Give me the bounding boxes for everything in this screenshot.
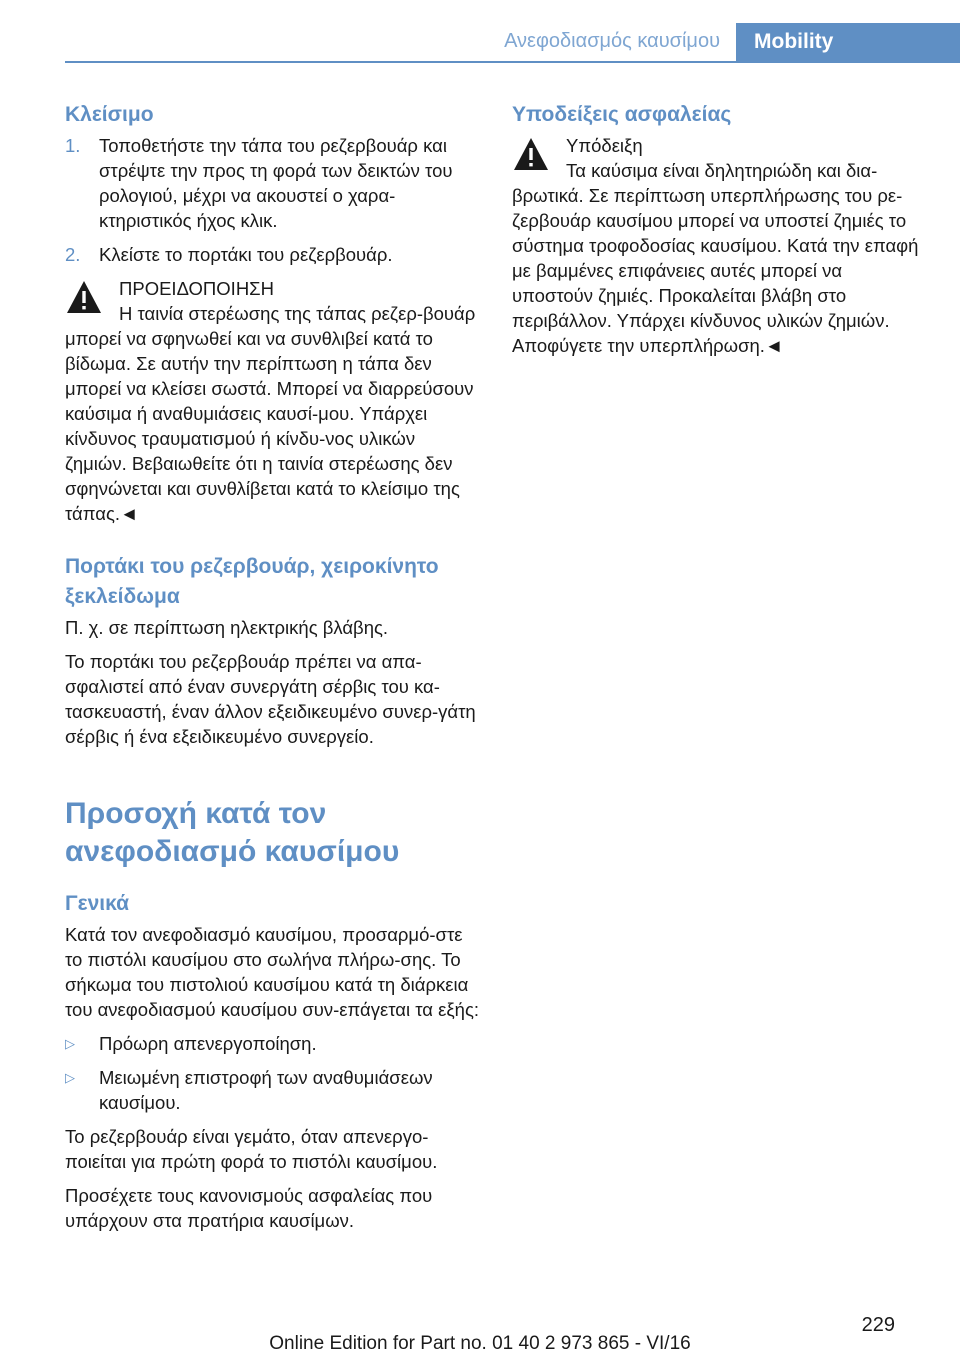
manual-release-paragraph: Π. χ. σε περίπτωση ηλεκτρικής βλάβης. [65,617,389,638]
general-paragraph: Προσέχετε τους κανονισμούς ασφαλείας που υπάρχουν στα πρατήρια καυσίμων. [65,1185,433,1231]
step-text: Κλείστε το πορτάκι του ρεζερβουάρ. [99,244,393,265]
manual-release-heading: Πορτάκι του ρεζερβουάρ, χειροκίνητο ξεκλείδωμα [65,555,439,608]
right-column [512,100,927,367]
step-text: Τοποθετήστε την τάπα του ρεζερβουάρ και στρέψτε την προς τη φορά των δεικτών του ρολογιού, μέχρι να ακουστεί ο χαρα‐κτηριστικός ήχος κλικ. [99,135,453,231]
bullet-text: Πρόωρη απενεργοποίηση. [99,1033,317,1054]
step-item [65,242,480,267]
main-heading: Προσοχή κατά τον ανεφοδιασμό καυσίμου [65,797,400,868]
warning-triangle-icon [512,135,550,175]
section-title: Ανεφοδιασμός καυσίμου [504,30,720,52]
edition-footer: Online Edition for Part no. 01 40 2 973 865 - VI/16 [269,1333,691,1354]
left-column [65,100,480,1242]
step-number: 1. [65,135,81,156]
closing-heading: Κλείσιμο [65,103,154,126]
warning-box [65,276,480,526]
warning-text: Η ταινία στερέωσης της τάπας ρεζερ‐βουάρ μπορεί να σφηνωθεί και να συνθλιβεί κατά το βίδωμα. Σε αυτήν την περίπτωση η τάπα δεν μπορεί να κλείσει σωστά. Μπορεί να διαρρεύσουν καύσιμα ή αναθυμιάσεις καυσί‐μου. Υπάρχει κίνδυνος τραυματισμού ή κίνδυ‐νος υλικών ζημιών. Βεβαιωθείτε ότι η ταινία στερέωσης δεν σφηνώνεται και συνθλίβεται κατά το κλείσιμο της τάπας.◄ [65,303,476,524]
chapter-tab-label: Mobility [754,30,834,53]
bullet-item [65,1065,480,1115]
chapter-tab [736,23,960,63]
bullet-text: Μειωμένη επιστροφή των αναθυμιάσεων καυσίμου. [99,1067,433,1113]
warning-title: ΠΡΟΕΙΔΟΠΟΙΗΣΗ [119,278,274,299]
safety-heading: Υποδείξεις ασφαλείας [512,103,732,126]
note-box [512,133,927,358]
note-title: Υπόδειξη [566,135,643,156]
step-number: 2. [65,244,81,265]
general-heading: Γενικά [65,892,130,915]
page-number: 229 [861,1314,895,1336]
bullet-triangle-icon: ▷ [65,1070,75,1085]
note-text: Τα καύσιμα είναι δηλητηριώδη και δια‐βρωτικά. Σε περίπτωση υπερπλήρωσης του ρε‐ζερβουάρ καυσίμου μπορεί να υποστεί ζημιές το σύστημα τροφοδοσίας καυσίμου. Κατά την επαφή με βαμμένες επιφάνειες αυτές μπορεί να υποστούν ζημιές. Προκαλείται βλάβη στο περιβάλλον. Υπάρχει κίνδυνος υλικών ζημιών. Αποφύγετε την υπερπλήρωση.◄ [512,160,919,356]
general-paragraph: Κατά τον ανεφοδιασμό καυσίμου, προσαρμό‐στε το πιστόλι καυσίμου στο σωλήνα πλήρω‐σης. Το σήκωμα του πιστολιού καυσίμου κατά τη διάρκεια του ανεφοδιασμού καυσίμου συν‐επάγεται τα εξής: [65,924,480,1020]
warning-triangle-icon [65,278,103,318]
step-item [65,133,480,233]
general-paragraph: Το ρεζερβουάρ είναι γεμάτο, όταν απενεργο‐ποιείται για πρώτη φορά το πιστόλι καυσίμου. [65,1126,438,1172]
bullet-item [65,1031,480,1056]
bullet-triangle-icon: ▷ [65,1036,75,1051]
manual-release-paragraph: Το πορτάκι του ρεζερβουάρ πρέπει να απα‐σφαλιστεί από έναν συνεργάτη σέρβις του κα‐τασκευαστή, έναν άλλον εξειδικευμένο συνερ‐γάτη σέρβις ή ένα εξειδικευμένο συνεργείο. [65,651,476,747]
